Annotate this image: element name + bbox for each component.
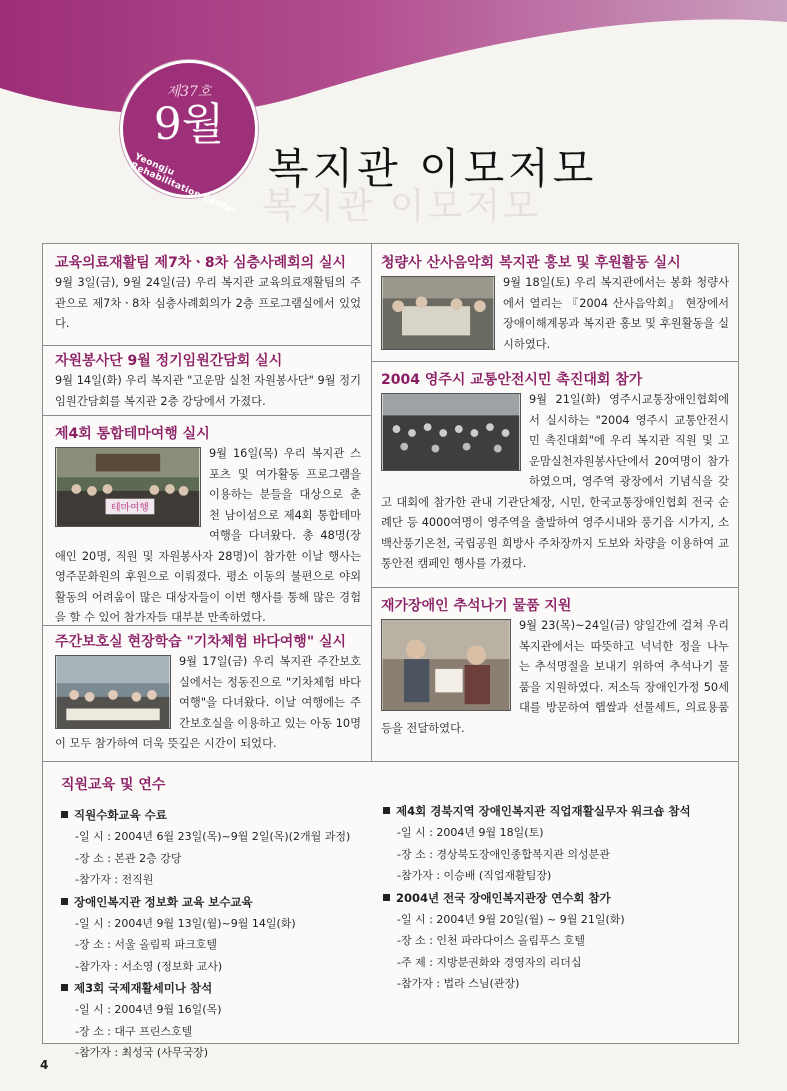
training-detail: -장 소 : 경상북도장애인종합복지관 의성분관 [397, 847, 610, 861]
article-education-team [55, 253, 361, 343]
trip-banner-text: 테마여행 [111, 502, 149, 514]
square-bullet-icon [61, 811, 68, 818]
article-title: 2004 영주시 교통안전시민 촉진대회 참가 [381, 372, 643, 388]
training-detail: -일 시 : 2004년 9월 18일(토) [397, 826, 544, 839]
article-day-care-trip [55, 632, 361, 758]
training-detail: -참가자 : 이승배 (직업재활팀장) [397, 869, 552, 882]
training-heading: 직원수화교육 수료 [61, 804, 381, 826]
article-title: 제4회 통합테마여행 실시 [55, 426, 210, 442]
training-detail: -장 소 : 인천 파라다이스 올림푸스 호텔 [397, 934, 586, 947]
article-theme-trip [55, 424, 361, 622]
training-detail: -일 시 : 2004년 6월 23일(목)~9월 2일(목)(2개월 과정) [75, 830, 351, 843]
training-heading: 제3회 국제재활세미나 참석 [61, 977, 381, 999]
separator [43, 625, 371, 626]
training-heading: 2004년 전국 장애인복지관장 연수회 참가 [383, 887, 733, 909]
article-title: 청량사 산사음악회 복지관 홍보 및 후원활동 실시 [381, 255, 681, 271]
article-body: 9월 17일(금) 우리 복지관 주간보호실에서는 정동진으로 "기차체험 바다여행"을 다녀왔다. 이날 여행에는 주간보호실을 이용하고 있는 아동 10명이 모두 참가하여 더욱 뜻깊은 시간이 되었다. [55, 655, 361, 750]
staff-training-panel [42, 762, 739, 1059]
training-detail: -일 시 : 2004년 9월 13일(월)~9월 14일(화) [75, 916, 296, 930]
article-body: 9월 14일(화) 우리 복지관 "고운맘 실천 자원봉사단" 9월 정기임원간담회를 복지관 2층 강당에서 가졌다. [55, 374, 361, 408]
ghost-title: 복지관 이모저모 [262, 186, 541, 227]
training-detail: -일 시 : 2004년 9월 16일(목) [75, 1003, 222, 1016]
training-detail: -참가자 : 전직원 [75, 873, 154, 886]
training-detail: -참가자 : 최성국 (사무국장) [75, 1046, 209, 1059]
center-name: Yeongju Rehabilitation Center [128, 151, 239, 217]
page-number: 4 [40, 1058, 49, 1072]
article-title: 자원봉사단 9월 정기임원간담회 실시 [55, 353, 283, 369]
separator [43, 345, 371, 346]
column-divider [371, 244, 372, 761]
traffic-safety-photo [381, 393, 521, 471]
training-list-left [61, 804, 381, 1064]
separator [43, 415, 371, 416]
issue-month: 9월 [153, 99, 225, 150]
article-title: 교육의료재활팀 제7차ㆍ8차 심층사례회의 실시 [55, 255, 347, 271]
training-list-right [383, 800, 733, 995]
article-body: 9월 23(목)~24일(금) 양일간에 걸쳐 우리 복지관에서는 따뜻하고 넉넉한 정을 나누는 추석명절을 보내기 위하여 추석나기 물품을 지원하였다. 저소득 장애인가정 50세대를 방문하여 햅쌀과 선물세트, 의료용품 등을 전달하였다. [381, 619, 729, 735]
issue-number: 제37호 [166, 84, 212, 100]
article-body: 9월 16일(목) 우리 복지관 스포츠 및 여가활동 프로그램을 이용하는 분들을 대상으로 춘천 남이섬으로 제4회 통합테마여행을 다녀왔다. 총 48명(장애인 20명, 직원 및 자원봉사자 28명)이 참가한 이날 행사는 영주문화원의 후원으로 이뤄졌다. 평소 이동의 불편으로 야외활동의 어려움이 많은 대상자들이 이번 행사를 통해 많은 경험을 할 수 있어 참가자들 대부분 만족하였다. [55, 447, 361, 622]
day-care-trip-photo [55, 655, 171, 729]
header-wave-graphic [0, 0, 787, 130]
article-body: 9월 21일(화) 영주시교통장애인협회에서 실시하는 "2004 영주시 교통안전시민 촉진대회"에 우리 복지관 직원 및 고운맘실천자원봉사단에서 20여명이 참가하였으며, 영주역 광장에서 기념식을 갖고 대회에 참가한 관내 기관단체장, 시민, 한국교통장애인협회 전국 순례단 등 4000여명이 영주역을 출발하여 영주시내와 풍기읍 시가지, 소백산풍기온천, 국립공원 희방사 주차장까지 도보와 차량을 이용하여 교통안전 캠페인 행사를 가졌다. [381, 393, 729, 570]
chuseok-gifts-photo [381, 619, 511, 711]
training-detail: -참가자 : 법라 스님(관장) [397, 977, 520, 990]
concert-promo-photo [381, 276, 495, 350]
training-detail: -장 소 : 대구 프린스호텔 [75, 1024, 193, 1038]
square-bullet-icon [61, 984, 68, 991]
article-body: 9월 18일(토) 우리 복지관에서는 봉화 청량사에서 열리는 『2004 산사음악회』 현장에서 장애이해계몽과 복지관 홍보 및 후원활동을 실시하였다. [503, 276, 729, 351]
square-bullet-icon [383, 807, 390, 814]
article-concert-promo [381, 253, 729, 357]
training-detail: -장 소 : 본관 2층 강당 [75, 851, 182, 865]
article-body: 9월 3일(금), 9월 24일(금) 우리 복지관 교육의료재활팀의 주관으로 제7차ㆍ8차 심층사례회의가 2층 프로그램실에서 있었다. [55, 276, 361, 330]
square-bullet-icon [383, 894, 390, 901]
article-chuseok-gifts [381, 596, 729, 758]
training-detail: -장 소 : 서울 올림픽 파크호텔 [75, 938, 218, 951]
training-heading: 제4회 경북지역 장애인복지관 직업재활실무자 워크숍 참석 [383, 800, 733, 822]
square-bullet-icon [61, 898, 68, 905]
separator [372, 361, 738, 362]
article-volunteer-meeting [55, 351, 361, 413]
training-detail: -주 제 : 지방분권화와 경영자의 리더십 [397, 955, 582, 969]
staff-training-title: 직원교육 및 연수 [61, 777, 166, 793]
article-traffic-safety [381, 370, 729, 584]
article-title: 재가장애인 추석나기 물품 지원 [381, 598, 572, 614]
page-title: 복지관 이모저모 [268, 144, 598, 193]
issue-badge [120, 60, 258, 217]
article-title: 주간보호실 현장학습 "기차체험 바다여행" 실시 [55, 634, 347, 650]
header-band [0, 0, 787, 130]
training-heading: 장애인복지관 정보화 교육 보수교육 [61, 891, 381, 913]
training-detail: -참가자 : 서소영 (정보화 교사) [75, 959, 223, 973]
news-panel [42, 243, 739, 762]
separator [372, 587, 738, 588]
training-detail: -일 시 : 2004년 9월 20일(월) ~ 9월 21일(화) [397, 912, 625, 926]
theme-trip-photo [55, 447, 201, 527]
